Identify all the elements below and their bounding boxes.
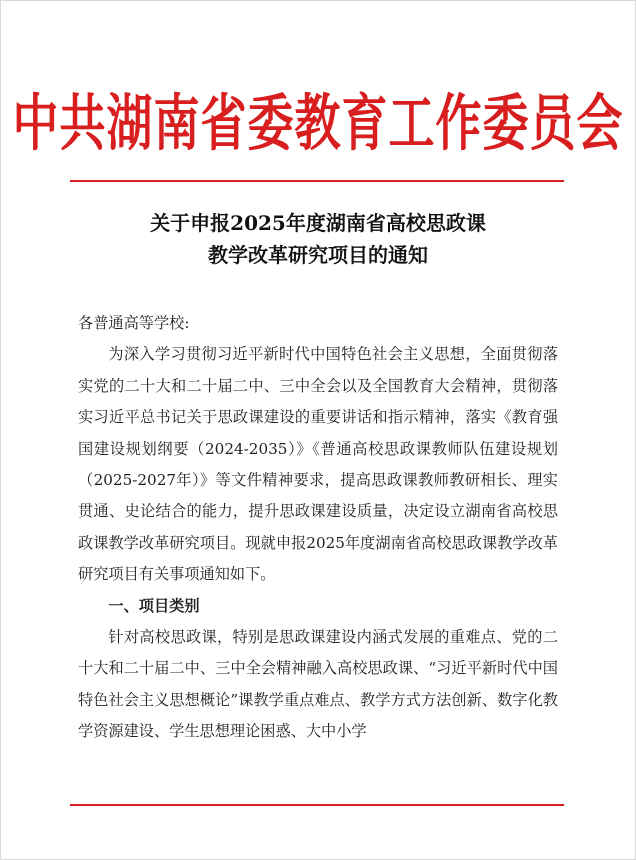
salutation: 各普通高等学校: — [78, 314, 190, 332]
section-heading-project-category: 一、项目类别 — [108, 596, 200, 615]
paragraph-project-category: 针对高校思政课，特别是思政课建设内涵式发展的重难点、党的二十大和二十届二中、三中全会精神融入高校思政课、“习近平新时代中国特色社会主义思想概论”课教学重点难点、教学方式方法创新、数字化教学资源建设、学生思想理论困惑、大中小学 — [78, 628, 558, 741]
document-title-line2: 教学改革研究项目的通知 — [208, 243, 428, 267]
document-title-line1: 关于申报2025年度湖南省高校思政课 — [150, 211, 486, 235]
masthead — [12, 74, 624, 164]
paragraph-intro: 为深入学习贯彻习近平新时代中国特色社会主义思想，全面贯彻落实党的二十大和二十届二中、三中全会以及全国教育大会精神，贯彻落实习近平总书记关于思政课建设的重要讲话和指示精神，落实《教育强国建设规划纲要（2024-2035）》《普通高校思政课教师队伍建设规划（2025-2027年）》等文件精神要求，提高思政课教师教研相长、理实贯通、史论结合的能力，提升思政课建设质量，决定设立湖南省高校思政课教学改革研究项目。现就申报2025年度湖南省高校思政课教学改革研究项目有关事项通知如下。 — [78, 345, 558, 584]
masthead-org-name: 中共湖南省委教育工作委员会 — [12, 87, 624, 159]
footer-divider — [70, 804, 564, 806]
masthead-divider — [70, 180, 564, 182]
document-body — [78, 308, 558, 748]
